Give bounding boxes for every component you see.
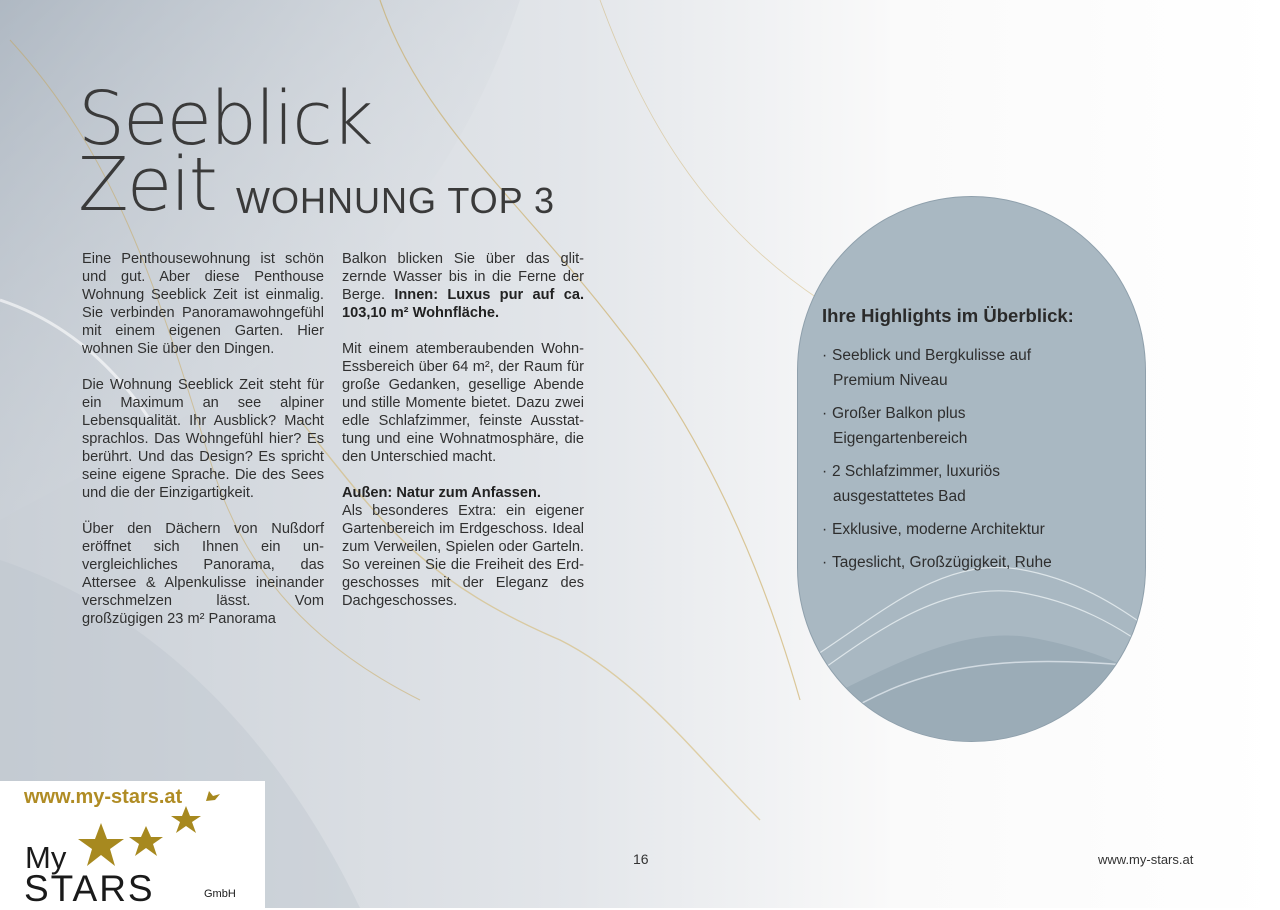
paragraph-text: Als besonderes Extra: ein eigener Gartenbereich im Erdgeschoss. Ideal zum Verweilen, Spielen oder Garteln. So vereinen Sie die Freiheit des Erdgeschosses mit der Eleganz des Dachgeschosses. (342, 503, 584, 609)
logo-stars: STARS (24, 868, 155, 909)
list-item-line2: Premium Niveau (833, 372, 948, 389)
list-item-line1: Seeblick und Bergkulisse auf (832, 347, 1032, 364)
title-line-2: Zeit (78, 142, 216, 228)
paragraph: Die Wohnung Seeblick Zeit steht für ein Maximum an see alpiner Lebensqualität. Ihr Ausblick? Macht sprachlos. Das Wohngefühl hier? Es berührt. Und das Design? Es spricht seine eigene Sprache. Die des Sees und die der Einzigartigkeit. (82, 377, 324, 501)
list-item: · Großer Balkon plus Eigengartenbereich (822, 401, 1122, 451)
list-item-line1: Großer Balkon plus (832, 405, 966, 422)
paragraph: Mit einem atemberaubenden Wohn-Essbereich über 64 m², der Raum für große Gedanken, gesellige Abende und stille Momente bietet. Dazu zwei edle Schlafzimmer, feinste Ausstattung und eine Wohnatmosphäre, die den Unterschied macht. (342, 341, 584, 465)
paragraph-text: Balkon blicken Sie über das glitzernde Wasser bis in die Ferne der Berge. (342, 251, 584, 303)
list-item-line2: Eigengartenbereich (833, 430, 968, 447)
paragraph (342, 484, 584, 610)
highlights-title: Ihre Highlights im Überblick: (822, 305, 1074, 326)
paragraph (342, 250, 584, 322)
logo-url: www.my-stars.at (24, 786, 183, 808)
paragraph: Eine Penthousewohnung ist schön und gut. Aber diese Penthouse Wohnung Seeblick Zeit ist einmalig. Sie verbinden Panoramawohngefühl mit einem eigenen Garten. Hier wohnen Sie über den Dingen. (82, 251, 324, 357)
paragraph-bold: Innen: Luxus pur auf ca. 103,10 m² Wohnfläche. (342, 287, 584, 321)
title-line-1: Seeblick (78, 76, 372, 162)
list-item-line1: 2 Schlafzimmer, luxuriös (832, 463, 1000, 480)
text-column-1 (82, 250, 324, 646)
paragraph: Über den Dächern von Nußdorf eröffnet sich Ihnen ein unvergleichliches Panorama, das Attersee & Alpenkulisse ineinander verschmelzen lässt. Vom großzügigen 23 m² Panorama (82, 521, 324, 627)
list-item-line1: Exklusive, moderne Architektur (832, 521, 1045, 538)
text-column-2 (342, 250, 584, 628)
list-item: · Exklusive, moderne Architektur (822, 521, 1045, 538)
paragraph-bold: Außen: Natur zum Anfassen. (342, 485, 541, 501)
list-item: · Tageslicht, Großzügigkeit, Ruhe (822, 554, 1052, 571)
subtitle: WOHNUNG TOP 3 (236, 180, 556, 221)
footer-url[interactable]: www.my-stars.at (1098, 852, 1194, 867)
list-item-line1: Tageslicht, Großzügigkeit, Ruhe (832, 554, 1052, 571)
list-item-line2: ausgestattetes Bad (833, 488, 966, 505)
logo-my: My (25, 840, 67, 875)
logo-gmbh: GmbH (204, 888, 236, 900)
list-item: · 2 Schlafzimmer, luxuriös ausgestattetes Bad (822, 459, 1122, 509)
list-item: · Seeblick und Bergkulisse auf Premium Niveau (822, 343, 1122, 393)
highlights-list (822, 343, 1122, 583)
page-number: 16 (633, 851, 649, 867)
